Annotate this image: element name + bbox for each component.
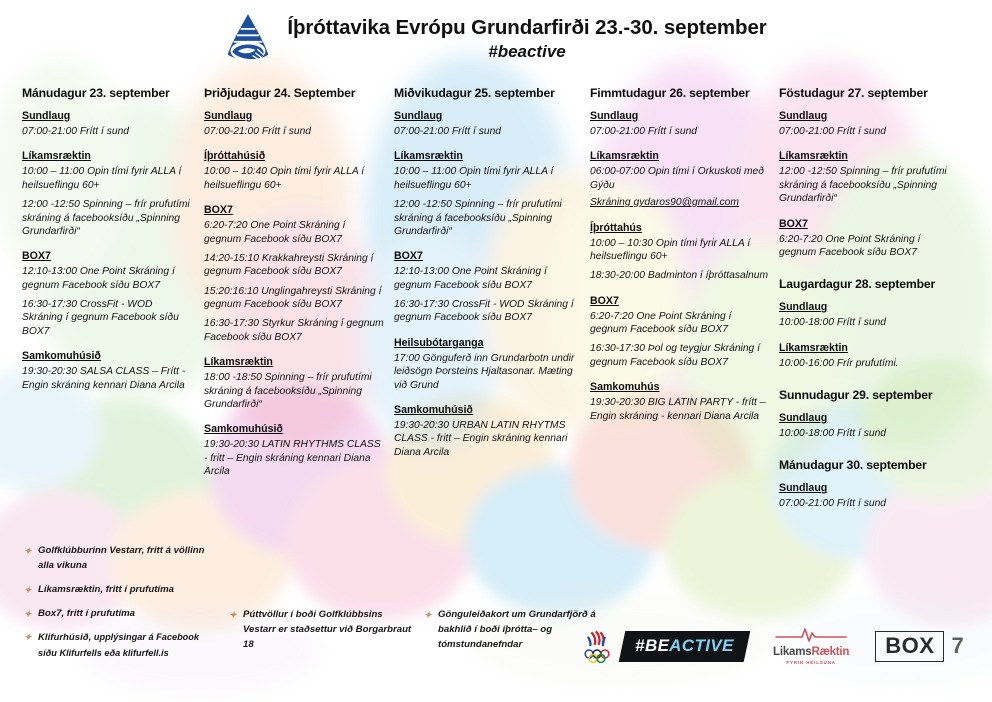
venue-heading: Líkamsræktin (204, 356, 273, 369)
schedule-entry: 12:10-13:00 One Point Skráning í gegnum Facebook síðu BOX7 (394, 266, 547, 291)
page-subtitle: #beactive (488, 41, 566, 61)
venue-heading: Heilsubótarganga (394, 336, 484, 349)
beactive-tag (619, 631, 751, 662)
note-text-tail: upplýsingar á Facebook síðu Klifurfells eða klifurfell.is (38, 632, 200, 659)
schedule-entry: 10:00 – 11:00 Opin tími fyrir ALLA í heilsueflingu 60+ (394, 166, 554, 191)
schedule-entry: 07:00-21:00 Frítt í sund (22, 126, 130, 137)
note-item (22, 544, 217, 574)
venue-heading: BOX7 (204, 204, 233, 217)
schedule-entry-email (590, 196, 769, 209)
schedule-entry: 07:00-21:00 Frítt í sund (779, 126, 887, 137)
day-column-thursday (590, 86, 779, 429)
schedule-entry: 10:00 – 11:00 Opin tími fyrir ALLA í heilsueflingu 60+ (22, 166, 182, 191)
email-text: Skráning gydaros90@gmail.com (590, 197, 739, 209)
day-heading: Sunnudagur 29. september (779, 388, 933, 402)
venue-heading: Samkomuhús (590, 381, 660, 394)
heartbeat-line-icon (774, 626, 848, 642)
day-heading: Laugardagur 28. september (779, 277, 936, 292)
day-heading: Föstudagur 27. september (779, 86, 928, 100)
venue-heading: Samkomuhúsið (22, 350, 101, 363)
venue-heading: Íþróttahúsið (204, 150, 266, 163)
note-text: Púttvöllur í boði Golfklúbbsins Vestarr er staðsettur við Borgarbraut 18 (243, 609, 412, 650)
schedule-entry: 16:30-17:30 Styrkur Skráning í gegnum Facebook síðu BOX7 (204, 318, 384, 343)
day-heading: Miðvikudagur 25. september (394, 86, 555, 100)
title-block (287, 16, 766, 62)
page-title: Íþróttavika Evrópu Grundarfirði 23.-30. september (287, 16, 767, 40)
poster-header (0, 0, 992, 66)
diamond-bullet-icon: ✦ (24, 584, 32, 595)
day-column-friday-and-weekend (779, 86, 970, 517)
beactive-logo (580, 629, 747, 663)
schedule-entry: 6:20-7:20 One Point Skráning í gegnum Facebook síðu BOX7 (204, 220, 346, 245)
day-heading: Fimmtudagur 26. september (590, 86, 750, 100)
schedule-entry: 6:20-7:20 One Point Skráning í gegnum Facebook síðu BOX7 (779, 233, 921, 258)
schedule-entry: 15:20:16:10 Unglingahreysti Skráning í gegnum Facebook síðu BOX7 (204, 285, 382, 310)
beactive-label-active: ACTIVE (669, 635, 735, 655)
venue-heading: Líkamsræktin (22, 150, 91, 163)
venue-heading: Sundlaug (779, 301, 828, 314)
note-text: Gönguleiðakort um Grundarfjörð á bakhlið í boði íþrótta– og tómstundanefndar (438, 609, 596, 650)
venue-heading: Líkamsræktin (779, 150, 848, 163)
venue-heading: Sundlaug (204, 110, 253, 122)
schedule-entry: 10:00-18:00 Frítt í sund (779, 317, 887, 329)
schedule-entry: 12:00 -12:50 Spinning – frír prufutími skráning á facebooksíðu „Spinning Grundarfirði“ (394, 199, 562, 237)
schedule-entry: 12:10-13:00 One Point Skráning í gegnum Facebook síðu BOX7 (22, 266, 175, 291)
schedule-entry: 16:30-17:30 CrossFit - WOD Skráning í gegnum Facebook síðu BOX7 (394, 299, 574, 324)
schedule-entry: 10:00-16:00 Frír prufutími. (779, 357, 899, 369)
day-column-tuesday (204, 86, 394, 484)
venue-heading: Sundlaug (779, 110, 828, 122)
venue-heading: Líkamsræktin (394, 150, 463, 163)
note-text: Box7, fritt í prufutíma (38, 607, 136, 619)
schedule-entry: 12:00 -12:50 Spinning – frír prufutími skráning á facebooksíðu „Spinning Grundarfirði“ (779, 166, 947, 205)
day-column-monday (22, 86, 204, 398)
day-heading: Mánudagur 23. september (22, 86, 170, 100)
venue-heading: Sundlaug (779, 412, 828, 424)
diamond-bullet-icon: ✦ (24, 546, 32, 556)
schedule-entry: 6:20-7:20 One Point Skráning í gegnum Facebook síðu BOX7 (590, 310, 732, 335)
note-group-middle (217, 540, 417, 662)
likamsraektin-label-part2: Ræktin (811, 646, 850, 659)
footer-logo-row (580, 618, 964, 674)
note-item (22, 583, 217, 598)
venue-heading: Sundlaug (779, 482, 828, 495)
note-text: Klifurhúsið, (38, 632, 92, 644)
note-text: Líkamsræktin, fritt í prufutíma (38, 583, 174, 595)
schedule-entry: 07:00-21:00 Frítt í sund (204, 126, 312, 137)
box7-logo (875, 631, 963, 662)
schedule-entry: 18:30-20:00 Badminton í íþróttasalnum (590, 270, 769, 282)
note-item (22, 630, 217, 662)
schedule-entry: 10:00-18:00 Frítt í sund (779, 428, 887, 439)
venue-heading: Sundlaug (22, 110, 71, 122)
diamond-bullet-icon: ✦ (229, 610, 237, 620)
note-item (22, 607, 217, 622)
schedule-entry: 07:00-21:00 Frítt í sund (394, 126, 502, 137)
note-item (227, 608, 417, 653)
schedule-entry: 07:00-21:00 Frítt í sund (779, 498, 887, 510)
venue-heading: Líkamsræktin (590, 150, 659, 163)
venue-heading: Íþróttahús (590, 221, 642, 234)
schedule-entry: 19:30-20:30 BIG LATIN PARTY - frítt – Engin skráning - kennari Diana Arcila (590, 397, 766, 422)
beactive-label-hash: #BE (635, 635, 670, 655)
day-heading: Mánudagur 30. september (779, 458, 927, 473)
box7-label-seven: 7 (951, 633, 964, 658)
diamond-bullet-icon: ✦ (24, 632, 32, 643)
diamond-bullet-icon: ✦ (424, 610, 432, 620)
day-heading: Þriðjudagur 24. September (204, 86, 356, 100)
schedule-entry: 10:00 – 10:40 Opin tími fyrir ALLA í heilsueflingu 60+ (204, 166, 365, 191)
venue-heading: Líkamsræktin (779, 341, 848, 354)
schedule-entry: 17:00 Gönguferð inn Grundarbotn undir leiðsögn Þorsteins Hjaltasonar. Mæting við Grund (394, 352, 575, 391)
schedule-entry: 06:00-07:00 Opin tími í Orkuskoti með Gýðu (590, 166, 764, 191)
venue-heading: BOX7 (590, 294, 619, 307)
schedule-entry: 19:30-20:30 LATIN RHYTHMS CLASS - fritt – Engin skráning kennari Diana Arcila (204, 439, 381, 477)
likamsraektin-tagline: FYRIR HEILSUNA (786, 660, 836, 666)
schedule-entry: 07:00-21:00 Frítt í sund (590, 126, 698, 137)
likamsraektin-label-part1: Likams (773, 646, 812, 659)
venue-heading: BOX7 (394, 250, 423, 263)
venue-heading: Sundlaug (394, 110, 443, 122)
venue-heading: Sundlaug (590, 110, 639, 122)
schedule-entry: 16:30-17:30 CrossFit - WOD Skráning í gegnum Facebook síðu BOX7 (22, 299, 179, 337)
schedule-entry: 19:30-20:30 URBAN LATIN RHYTMS CLASS - fritt – Engin skráning kennari Diana Arcila (394, 419, 568, 458)
venue-heading: Samkomuhúsið (394, 403, 473, 416)
schedule-entry: 10:00 – 10:30 Opin tími fyrir ALLA í heilsueflingu 60+ (590, 237, 751, 262)
day-column-wednesday (394, 86, 590, 465)
olympic-rings-icon (580, 629, 614, 663)
box7-label-box: BOX (875, 631, 944, 662)
note-text: Golfklúbburinn Vestarr, fritt á völlinn alla vikuna (38, 545, 205, 571)
schedule-entry: 18:00 -18:50 Spinning – frír prufutími skráning á facebooksíðu „Spinning Grundarfirði“ (204, 372, 372, 410)
schedule-columns (0, 66, 992, 517)
schedule-entry: 14:20-15:10 Krakkahreysti Skráning í gegnum Facebook síðu BOX7 (204, 252, 374, 278)
grundarfjordur-crest-icon (225, 12, 271, 66)
diamond-bullet-icon: ✦ (24, 608, 32, 619)
schedule-entry: 19:30-20:30 SALSA CLASS – Frítt - Engin skráning kennari Diana Arcila (22, 366, 186, 391)
schedule-entry: 16:30-17:30 Þol og teygjur Skráning í gegnum Facebook síðu BOX7 (590, 343, 761, 368)
schedule-entry: 12:00 -12:50 Spinning – frír prufutími skráning á facebooksíðu „Spinning Grundarfirði“ (22, 199, 190, 237)
venue-heading: BOX7 (779, 217, 808, 230)
note-group-left (22, 540, 217, 671)
venue-heading: BOX7 (22, 250, 51, 263)
venue-heading: Samkomuhúsið (204, 423, 283, 436)
likamsraektin-logo (773, 626, 849, 665)
